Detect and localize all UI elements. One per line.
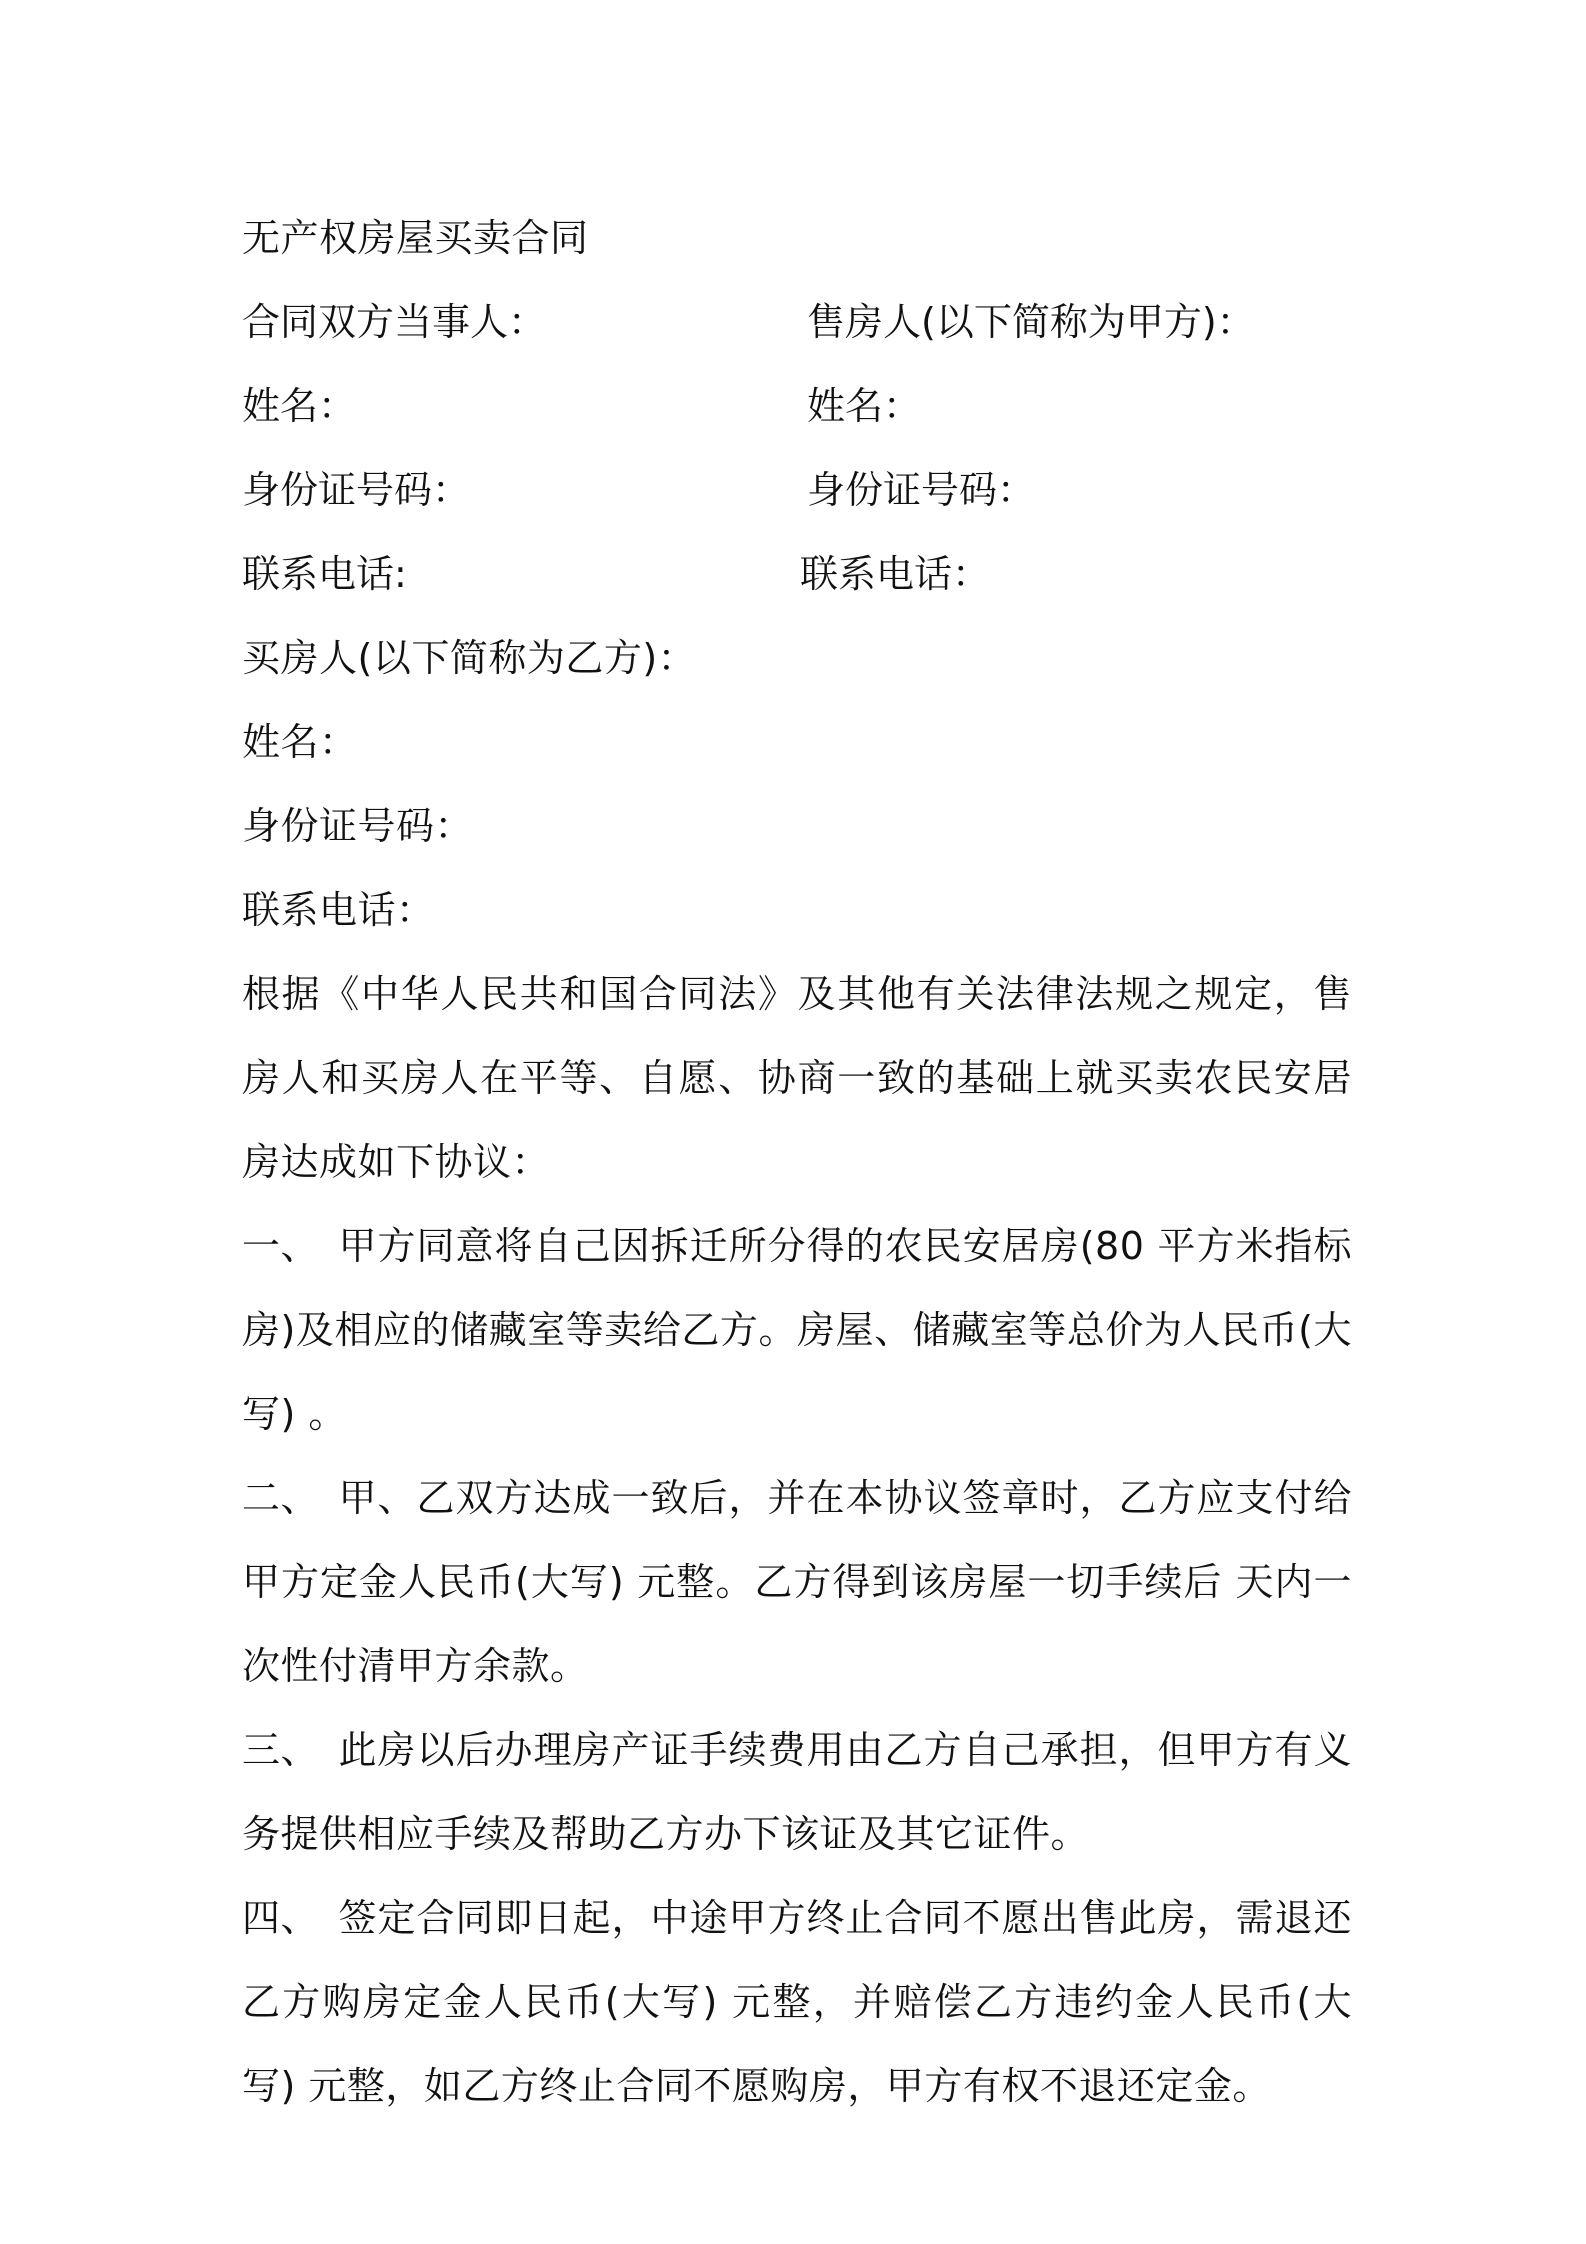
clause-number: 一、 (242, 1224, 320, 1268)
clause-number: 二、 (242, 1476, 320, 1520)
document-title: 无产权房屋买卖合同 (242, 216, 589, 260)
left-id-label: 身份证号码： (242, 468, 471, 512)
right-name-label: 姓名： (807, 384, 922, 428)
parties-row (242, 280, 1352, 364)
buyer-name-label: 姓名： (242, 720, 358, 764)
clause-2 (242, 1456, 1352, 1708)
left-phone-label: 联系电话: (242, 552, 407, 596)
clause-1 (242, 1204, 1352, 1456)
clause-3 (242, 1708, 1352, 1876)
seller-heading: 售房人(以下简称为甲方)： (807, 300, 1255, 344)
right-id-label: 身份证号码： (807, 468, 1036, 512)
buyer-heading: 买房人(以下简称为乙方)： (242, 636, 697, 680)
clause-4 (242, 1876, 1352, 2128)
clause-text: 甲、乙双方达成一致后，并在本协议签章时，乙方应支付给甲方定金人民币(大写) 元整。乙方得到该房屋一切手续后 天内一次性付清甲方余款。 (242, 1476, 1352, 1688)
clause-text: 甲方同意将自己因拆迁所分得的农民安居房(80 平方米指标房)及相应的储藏室等卖给乙方。房屋、储藏室等总价为人民币(大写) 。 (242, 1224, 1352, 1436)
clause-number: 三、 (242, 1728, 320, 1772)
buyer-phone-label: 联系电话： (242, 888, 435, 932)
parties-label: 合同双方当事人： (242, 300, 547, 344)
name-row (242, 364, 1352, 448)
document-body (242, 196, 1352, 2128)
id-row (242, 448, 1352, 532)
clause-text: 此房以后办理房产证手续费用由乙方自己承担，但甲方有义务提供相应手续及帮助乙方办下该证及其它证件。 (242, 1728, 1352, 1856)
phone-row (242, 532, 1352, 616)
clause-text: 签定合同即日起，中途甲方终止合同不愿出售此房，需退还乙方购房定金人民币(大写) 元整，并赔偿乙方违约金人民币(大写) 元整，如乙方终止合同不愿购房，甲方有权不退还定金。 (242, 1896, 1352, 2108)
preamble-paragraph: 根据《中华人民共和国合同法》及其他有关法律法规之规定，售房人和买房人在平等、自愿、协商一致的基础上就买卖农民安居房达成如下协议： (242, 972, 1352, 1184)
left-name-label: 姓名： (242, 384, 357, 428)
clause-number: 四、 (242, 1896, 320, 1940)
buyer-id-label: 身份证号码： (242, 804, 474, 848)
right-phone-label: 联系电话： (800, 552, 991, 596)
